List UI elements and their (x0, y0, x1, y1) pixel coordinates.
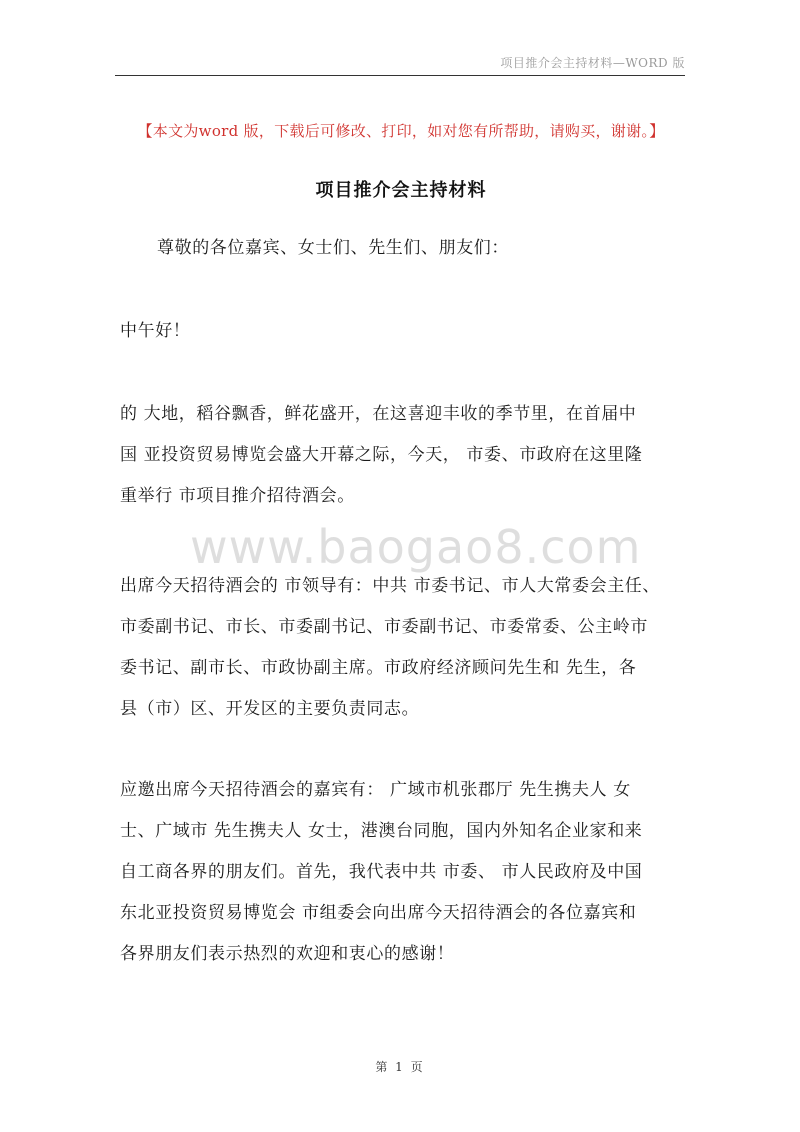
header-divider (115, 75, 685, 76)
paragraph-line: 委书记、副市长、市政协副主席。市政府经济顾问先生和 先生，各 (120, 658, 637, 678)
paragraph-line: 出席今天招待酒会的 市领导有：中共 市委书记、市人大常委会主任、 (120, 576, 661, 596)
watermark: www.baogao8.com (190, 520, 642, 574)
paragraph-line: 尊敬的各位嘉宾、女士们、先生们、朋友们： (157, 238, 509, 258)
paragraph-line: 市委副书记、市长、市委副书记、市委副书记、市委常委、公主岭市 (120, 617, 648, 637)
paragraph-line: 应邀出席今天招待酒会的嘉宾有： 广域市机张郡厅 先生携夫人 女 (120, 780, 631, 800)
paragraph-line: 自工商各界的朋友们。首先，我代表中共 市委、 市人民政府及中国 (120, 862, 643, 882)
paragraph-leaders (120, 566, 686, 730)
paragraph-line: 东北亚投资贸易博览会 市组委会向出席今天招待酒会的各位嘉宾和 (120, 903, 637, 923)
paragraph-line: 士、广域市 先生携夫人 女士，港澳台同胞，国内外知名企业家和来 (120, 821, 643, 841)
greeting-line (157, 228, 723, 269)
paragraph-line: 中午好！ (120, 321, 191, 341)
page-number: 第 1 页 (375, 1060, 425, 1074)
paragraph-guests (120, 770, 686, 975)
document-title: 项目推介会主持材料 (315, 180, 487, 201)
paragraph-line: 的 大地，稻谷飘香，鲜花盛开，在这喜迎丰收的季节里，在首届中 (120, 404, 637, 424)
paragraph-opening (120, 394, 686, 517)
running-header: 项目推介会主持材料—WORD 版 (500, 56, 685, 70)
paragraph-line: 各界朋友们表示热烈的欢迎和衷心的感谢！ (120, 944, 455, 964)
paragraph-line: 重举行 市项目推介招待酒会。 (120, 486, 355, 506)
download-notice: 【本文为word 版，下载后可修改、打印，如对您有所帮助，请购买，谢谢。】 (137, 122, 665, 140)
paragraph-line: 县（市）区、开发区的主要负责同志。 (120, 699, 420, 719)
paragraph-line: 国 亚投资贸易博览会盛大开幕之际，今天， 市委、市政府在这里隆 (120, 445, 643, 465)
noon-greeting (120, 311, 686, 352)
